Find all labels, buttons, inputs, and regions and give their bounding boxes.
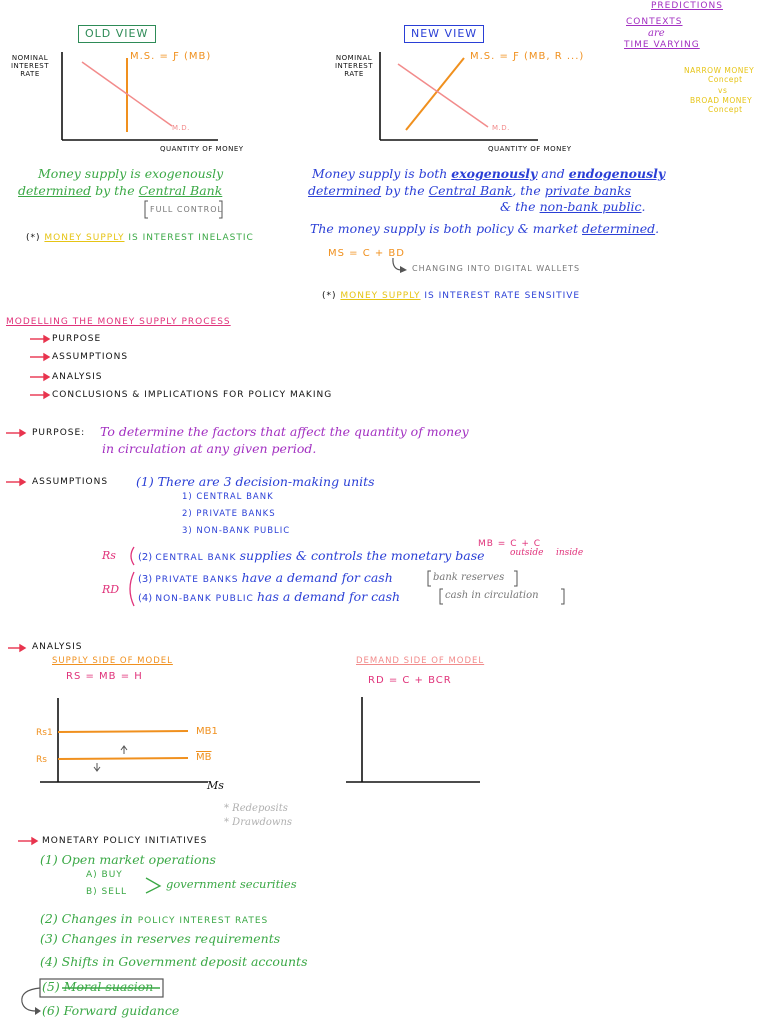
assumptions-label: ASSUMPTIONS (32, 477, 109, 487)
full-control-note: FULL CONTROL (150, 205, 223, 214)
buy-sell-brace (146, 878, 160, 893)
monetary-policy-title: MONETARY POLICY INITIATIVES (42, 836, 208, 846)
initiative-5: (5) Moral suasion (42, 979, 154, 994)
old-view-ms-label: M.S. = Ƒ (MB) (130, 51, 212, 62)
new-view-desc-line1: Money supply is both exogenously and endogenously (312, 166, 666, 181)
broad-money-concept: Concept (708, 105, 743, 114)
old-view-md-label: M.D. (172, 124, 190, 132)
mb-equation: MB = C + C (478, 539, 542, 549)
unit-non-bank-public: 3) NON-BANK PUBLIC (182, 526, 291, 536)
contexts-note: CONTEXTS (626, 17, 683, 27)
new-view-md-label: M.D. (492, 124, 510, 132)
supply-rs-line (58, 758, 188, 759)
redeposits-note: * Redeposits (224, 803, 288, 814)
rd-label: RD (102, 583, 120, 596)
unit-private-banks: 2) PRIVATE BANKS (182, 509, 276, 519)
inside-note: inside (556, 548, 584, 558)
modelling-item-analysis: ANALYSIS (52, 372, 103, 382)
modelling-title: MODELLING THE MONEY SUPPLY PROCESS (6, 317, 231, 327)
supply-side-title: SUPPLY SIDE OF MODEL (52, 656, 173, 666)
are-note: are (648, 28, 665, 39)
old-view-x-axis-label: QUANTITY OF MONEY (160, 145, 244, 153)
supply-equation: RS = MB = H (66, 671, 143, 682)
old-view-y-axis-label: NOMINAL INTEREST RATE (10, 54, 49, 79)
new-view-ms-curve (406, 58, 464, 130)
initiative-3: (3) Changes in reserves requirements (40, 931, 281, 946)
assumption-1: (1) There are 3 decision-making units (136, 474, 375, 489)
new-view-ms-label: M.S. = Ƒ (MB, R ...) (470, 51, 585, 62)
new-view-md-curve (398, 64, 488, 127)
vs-note: vs (718, 86, 728, 95)
initiative-2: (2) Changes in POLICY INTEREST RATES (40, 911, 269, 926)
initiative-1: (1) Open market operations (40, 852, 216, 867)
rs-axis-label: Rs (36, 755, 47, 765)
time-varying-note: TIME VARYING (624, 40, 700, 50)
new-view-title: NEW VIEW (411, 27, 478, 40)
new-view-desc-line3: & the non-bank public. (500, 199, 646, 214)
old-view-inelastic-note: (*) MONEY SUPPLY IS INTEREST INELASTIC (26, 233, 254, 243)
broad-money-note: BROAD MONEY (690, 96, 753, 105)
rs-bracket (131, 547, 134, 565)
modelling-item-purpose: PURPOSE (52, 334, 102, 344)
government-securities: government securities (166, 877, 297, 891)
rd-bracket (130, 572, 134, 606)
old-view-title: OLD VIEW (85, 27, 149, 40)
purpose-line1: To determine the factors that affect the quantity of money (100, 424, 469, 439)
mb-bar-line-label: $\overline{MB}$ (196, 752, 212, 763)
policy-market-line: The money supply is both policy & market determined. (310, 221, 660, 236)
new-view-y-axis-label: NOMINAL INTEREST RATE (334, 54, 373, 79)
assumption-2: (2) CENTRAL BANK supplies & controls the monetary base (138, 548, 485, 563)
analysis-label: ANALYSIS (32, 642, 83, 652)
narrow-money-note: NARROW MONEY (684, 66, 755, 75)
demand-equation: RD = C + BCR (368, 675, 452, 686)
initiative-4: (4) Shifts in Government deposit accounts (40, 954, 308, 969)
new-view-desc-line2: determined by the Central Bank, the private banks (308, 183, 632, 198)
initiative-sell: B) SELL (86, 887, 127, 897)
narrow-money-concept: Concept (708, 75, 743, 84)
ms-axis-label: Ms (207, 779, 224, 792)
demand-side-title: DEMAND SIDE OF MODEL (356, 656, 485, 666)
new-view-x-axis-label: QUANTITY OF MONEY (488, 145, 572, 153)
modelling-arrows (6, 336, 49, 844)
forward-guidance-arrowhead (35, 1007, 41, 1015)
modelling-item-assumptions: ASSUMPTIONS (52, 352, 129, 362)
unit-central-bank: 1) CENTRAL BANK (182, 492, 274, 502)
cash-circulation-note: cash in circulation (445, 590, 539, 601)
forward-guidance-loop (22, 988, 40, 1011)
purpose-line2: in circulation at any given period. (102, 441, 317, 456)
new-view-sensitive-note: (*) MONEY SUPPLY IS INTEREST RATE SENSITIVE (322, 291, 581, 301)
demand-graph (346, 697, 480, 782)
modelling-item-conclusions: CONCLUSIONS & IMPLICATIONS FOR POLICY MAKING (52, 390, 333, 400)
initiative-buy: A) BUY (86, 870, 123, 880)
outside-note: outside (510, 548, 544, 558)
assumption-3: (3) PRIVATE BANKS have a demand for cash (138, 570, 393, 585)
rs1-axis-label: Rs1 (36, 728, 53, 738)
supply-graph (40, 698, 208, 782)
digital-wallets-note: CHANGING INTO DIGITAL WALLETS (412, 264, 581, 273)
initiative-6: (6) Forward guidance (42, 1003, 180, 1018)
old-view-desc-line1: Money supply is exogenously (38, 166, 224, 181)
digital-wallet-arrowhead (400, 266, 407, 273)
mb1-line-label: MB1 (196, 726, 218, 737)
assumption-4: (4) NON-BANK PUBLIC has a demand for cash (138, 589, 401, 604)
purpose-label: PURPOSE: (32, 428, 86, 438)
bank-reserves-note: bank reserves (433, 572, 505, 583)
supply-rs1-line (58, 731, 188, 732)
old-view-desc-line2: determined by the Central Bank (18, 183, 223, 198)
predictions-note: PREDICTIONS (651, 1, 723, 11)
drawdowns-note: * Drawdowns (224, 817, 293, 828)
rs-label: Rs (102, 549, 116, 562)
ms-equation: MS = C + BD (328, 248, 405, 259)
